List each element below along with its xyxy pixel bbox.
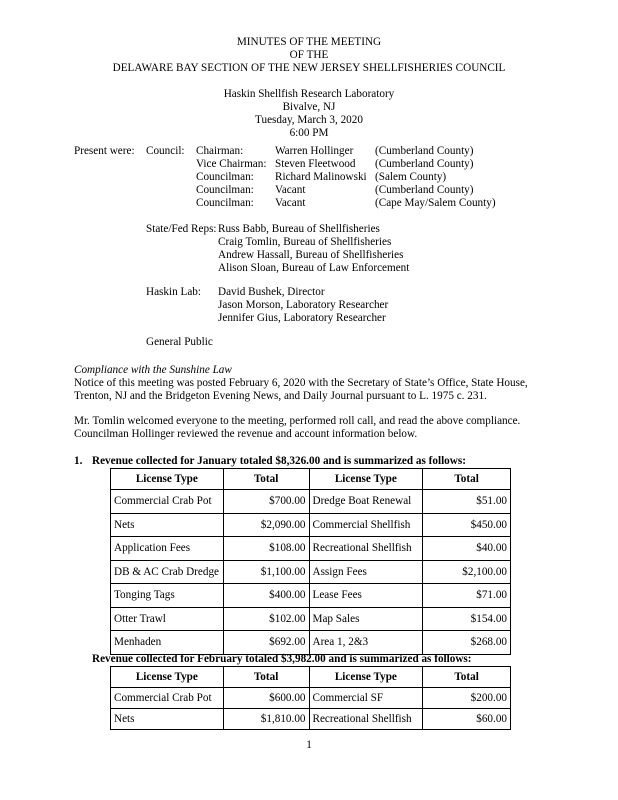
total-cell: $200.00: [423, 688, 511, 709]
total-cell: $1,100.00: [223, 560, 309, 584]
column-header: Total: [423, 667, 511, 688]
state-reps-label: State/Fed Reps:: [146, 223, 217, 235]
table-row: [111, 490, 511, 514]
total-cell: $2,100.00: [423, 560, 511, 584]
haskin-member: Jennifer Gius, Laboratory Researcher: [218, 312, 386, 324]
council-role: Chairman:: [196, 145, 244, 157]
council-county: (Cape May/Salem County): [375, 197, 496, 209]
meeting-time: 6:00 PM: [289, 127, 329, 139]
welcome-paragraph: Mr. Tomlin welcomed everyone to the meeting, performed roll call, and read the above compliance. Councilman Hollinger reviewed the revenue and account information below.: [74, 415, 521, 440]
table-row: [111, 584, 511, 608]
total-cell: $108.00: [223, 537, 309, 561]
title-line-2: OF THE: [289, 49, 329, 61]
section2-heading: Revenue collected for February totaled $3,982.00 and is summarized as follows:: [92, 653, 472, 665]
present-label: Present were:: [74, 145, 135, 157]
title-line-3: DELAWARE BAY SECTION OF THE NEW JERSEY SHELLFISHERIES COUNCIL: [112, 62, 506, 74]
council-role: Councilman:: [196, 197, 254, 209]
license-type-cell: Map Sales: [309, 607, 423, 631]
venue: Haskin Shellfish Research Laboratory: [223, 88, 395, 100]
total-cell: $2,090.00: [223, 513, 309, 537]
total-cell: $450.00: [423, 513, 511, 537]
page-number: 1: [306, 739, 312, 751]
total-cell: $154.00: [423, 607, 511, 631]
total-cell: $60.00: [423, 709, 511, 730]
state-rep: Russ Babb, Bureau of Shellfisheries: [218, 223, 380, 235]
state-rep: Craig Tomlin, Bureau of Shellfisheries: [218, 236, 392, 248]
license-type-cell: Nets: [111, 513, 224, 537]
total-cell: $40.00: [423, 537, 511, 561]
council-county: (Salem County): [375, 171, 447, 183]
license-type-cell: Commercial Crab Pot: [111, 490, 224, 514]
license-type-cell: Assign Fees: [309, 560, 423, 584]
total-cell: $692.00: [223, 631, 309, 655]
january-revenue-table: [110, 468, 511, 655]
council-county: (Cumberland County): [375, 145, 474, 157]
council-role: Councilman:: [196, 171, 254, 183]
title-line-1: MINUTES OF THE MEETING: [236, 36, 382, 48]
table-row: [111, 513, 511, 537]
section1-heading: Revenue collected for January totaled $8,326.00 and is summarized as follows:: [92, 455, 466, 467]
license-type-cell: Menhaden: [111, 631, 224, 655]
table-row: [111, 607, 511, 631]
table-header-row: [111, 469, 511, 490]
section-number: 1.: [74, 455, 83, 467]
city: Bivalve, NJ: [282, 101, 336, 113]
license-type-cell: DB & AC Crab Dredge: [111, 560, 224, 584]
license-type-cell: Recreational Shellfish: [309, 537, 423, 561]
column-header: License Type: [111, 667, 224, 688]
column-header: Total: [423, 469, 511, 490]
council-role: Councilman:: [196, 184, 254, 196]
license-type-cell: Recreational Shellfish: [309, 709, 423, 730]
column-header: License Type: [111, 469, 224, 490]
column-header: License Type: [309, 469, 423, 490]
table-row: [111, 688, 511, 709]
license-type-cell: Dredge Boat Renewal: [309, 490, 423, 514]
total-cell: $700.00: [223, 490, 309, 514]
council-name: Vacant: [275, 197, 306, 209]
license-type-cell: Tonging Tags: [111, 584, 224, 608]
column-header: Total: [223, 667, 309, 688]
license-type-cell: Commercial Shellfish: [309, 513, 423, 537]
sunshine-heading: Compliance with the Sunshine Law: [74, 364, 232, 376]
council-county: (Cumberland County): [375, 158, 474, 170]
sunshine-text: Notice of this meeting was posted February 6, 2020 with the Secretary of State’s Office, State House, Trenton, NJ and the Bridgeton Evening News, and Daily Journal pursuant to L. 1975 c. 231.: [74, 377, 528, 402]
table-header-row: [111, 667, 511, 688]
state-rep: Andrew Hassall, Bureau of Shellfisheries: [218, 249, 404, 261]
table-row: [111, 560, 511, 584]
council-role: Vice Chairman:: [196, 158, 267, 170]
table-row: [111, 537, 511, 561]
license-type-cell: Application Fees: [111, 537, 224, 561]
state-rep: Alison Sloan, Bureau of Law Enforcement: [218, 262, 410, 274]
total-cell: $51.00: [423, 490, 511, 514]
column-header: Total: [223, 469, 309, 490]
column-header: License Type: [309, 667, 423, 688]
meeting-date: Tuesday, March 3, 2020: [255, 114, 363, 126]
haskin-member: David Bushek, Director: [218, 286, 325, 298]
council-name: Warren Hollinger: [275, 145, 354, 157]
license-type-cell: Area 1, 2&3: [309, 631, 423, 655]
council-label: Council:: [146, 145, 185, 157]
license-type-cell: Nets: [111, 709, 224, 730]
total-cell: $268.00: [423, 631, 511, 655]
council-county: (Cumberland County): [375, 184, 474, 196]
license-type-cell: Lease Fees: [309, 584, 423, 608]
total-cell: $400.00: [223, 584, 309, 608]
general-public: General Public: [146, 336, 213, 348]
council-name: Vacant: [275, 184, 306, 196]
council-name: Steven Fleetwood: [275, 158, 356, 170]
table-row: [111, 631, 511, 655]
license-type-cell: Otter Trawl: [111, 607, 224, 631]
total-cell: $71.00: [423, 584, 511, 608]
council-name: Richard Malinowski: [275, 171, 367, 183]
february-revenue-table: [110, 666, 511, 730]
total-cell: $1,810.00: [223, 709, 309, 730]
license-type-cell: Commercial Crab Pot: [111, 688, 224, 709]
table-row: [111, 709, 511, 730]
haskin-member: Jason Morson, Laboratory Researcher: [218, 299, 389, 311]
haskin-label: Haskin Lab:: [146, 286, 201, 298]
total-cell: $102.00: [223, 607, 309, 631]
license-type-cell: Commercial SF: [309, 688, 423, 709]
total-cell: $600.00: [223, 688, 309, 709]
